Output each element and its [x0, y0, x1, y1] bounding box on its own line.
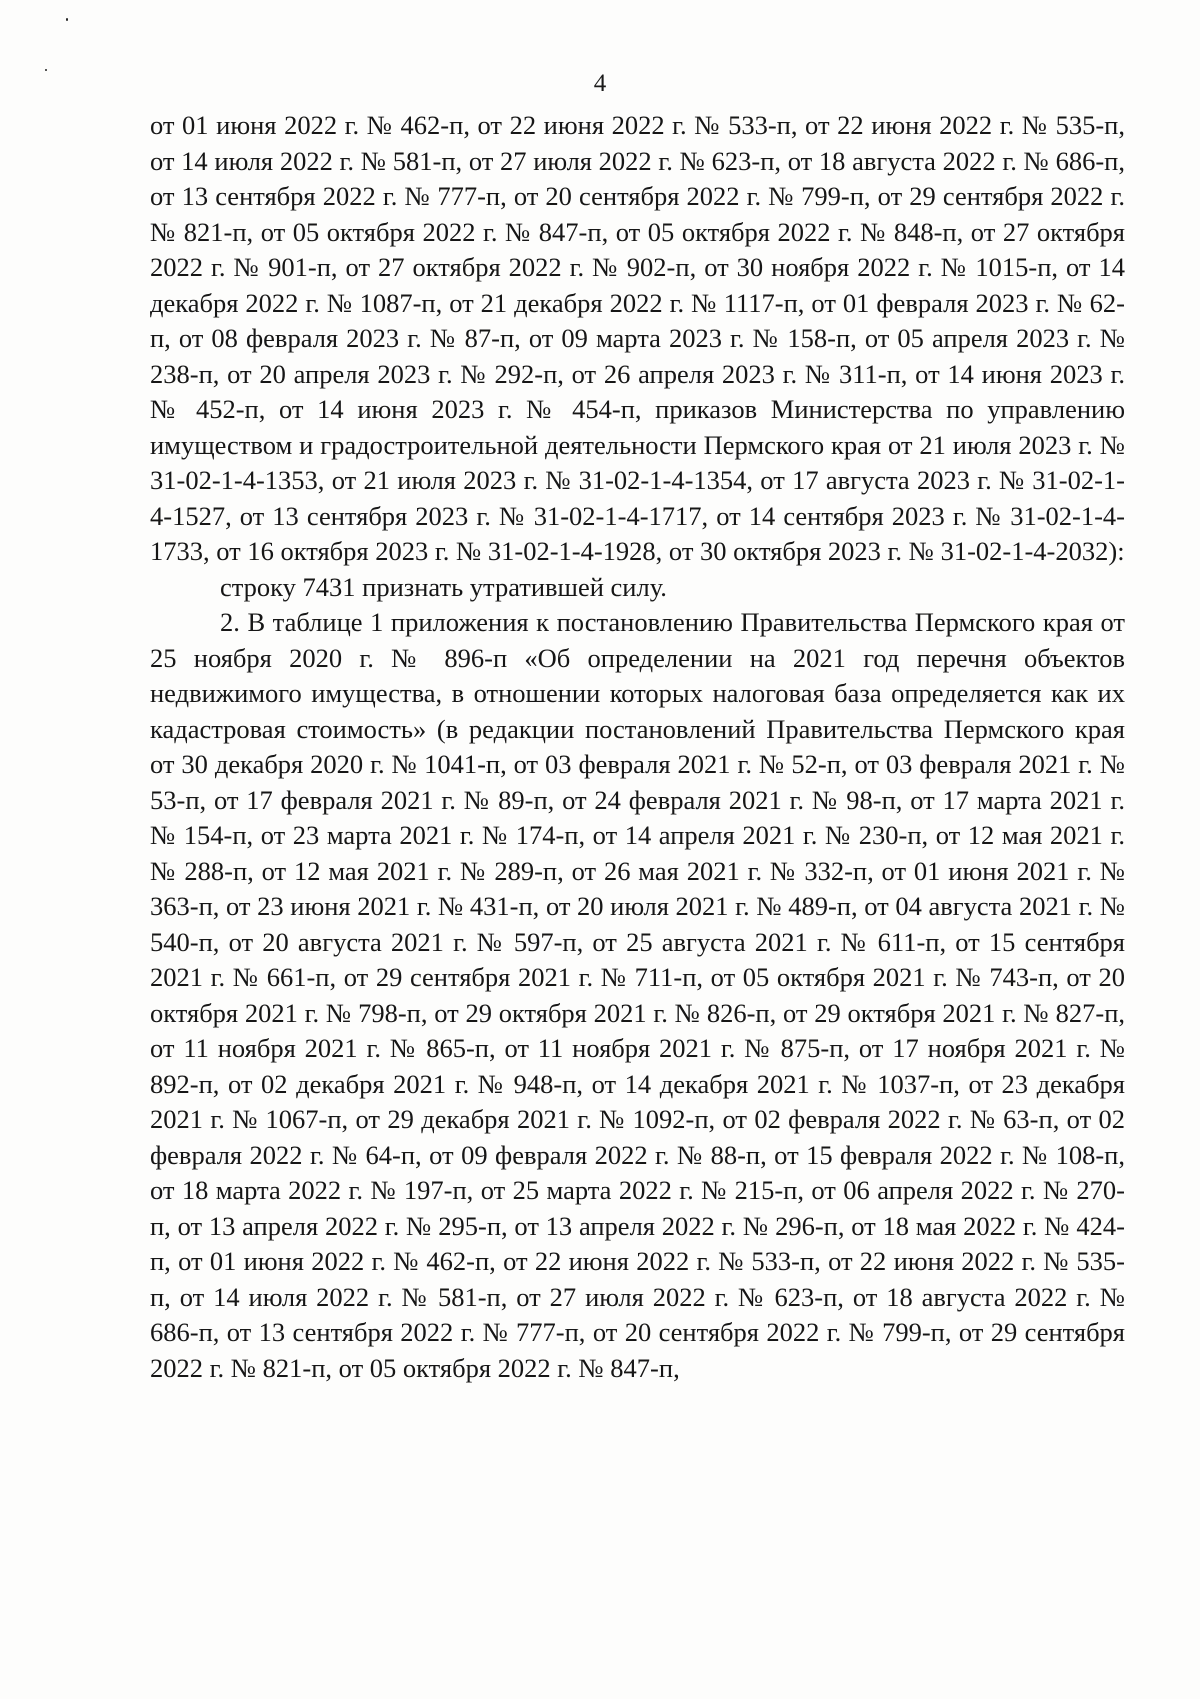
page-number: 4 — [593, 70, 607, 97]
document-body — [150, 108, 1125, 1386]
paragraph-item-2: 2. В таблице 1 приложения к постановлению Правительства Пермского края от 25 ноября 2020 г. № 896-п «Об определении на 2021 год перечня объектов недвижимого имущества, в отношении которых налоговая база определяется как их кадастровая стоимость» (в редакции постановлений Правительства Пермского края от 30 декабря 2020 г. № 1041-п, от 03 февраля 2021 г. № 52-п, от 03 февраля 2021 г. № 53-п, от 17 февраля 2021 г. № 89-п, от 24 февраля 2021 г. № 98-п, от 17 марта 2021 г. № 154-п, от 23 марта 2021 г. № 174-п, от 14 апреля 2021 г. № 230-п, от 12 мая 2021 г. № 288-п, от 12 мая 2021 г. № 289-п, от 26 мая 2021 г. № 332-п, от 01 июня 2021 г. № 363-п, от 23 июня 2021 г. № 431-п, от 20 июля 2021 г. № 489-п, от 04 августа 2021 г. № 540-п, от 20 августа 2021 г. № 597-п, от 25 августа 2021 г. № 611-п, от 15 сентября 2021 г. № 661-п, от 29 сентября 2021 г. № 711-п, от 05 октября 2021 г. № 743-п, от 20 октября 2021 г. № 798-п, от 29 октября 2021 г. № 826-п, от 29 октября 2021 г. № 827-п, от 11 ноября 2021 г. № 865-п, от 11 ноября 2021 г. № 875-п, от 17 ноября 2021 г. № 892-п, от 02 декабря 2021 г. № 948-п, от 14 декабря 2021 г. № 1037-п, от 23 декабря 2021 г. № 1067-п, от 29 декабря 2021 г. № 1092-п, от 02 февраля 2022 г. № 63-п, от 02 февраля 2022 г. № 64-п, от 09 февраля 2022 г. № 88-п, от 15 февраля 2022 г. № 108-п, от 18 марта 2022 г. № 197-п, от 25 марта 2022 г. № 215-п, от 06 апреля 2022 г. № 270-п, от 13 апреля 2022 г. № 295-п, от 13 апреля 2022 г. № 296-п, от 18 мая 2022 г. № 424-п, от 01 июня 2022 г. № 462-п, от 22 июня 2022 г. № 533-п, от 22 июня 2022 г. № 535-п, от 14 июля 2022 г. № 581-п, от 27 июля 2022 г. № 623-п, от 18 августа 2022 г. № 686-п, от 13 сентября 2022 г. № 777-п, от 20 сентября 2022 г. № 799-п, от 29 сентября 2022 г. № 821-п, от 05 октября 2022 г. № 847-п, — [150, 607, 1125, 1383]
paragraph-row-invalidation: строку 7431 признать утратившей силу. — [220, 571, 667, 602]
scan-speck — [66, 18, 68, 21]
paragraph-continuation: от 01 июня 2022 г. № 462-п, от 22 июня 2022 г. № 533-п, от 22 июня 2022 г. № 535-п, от 14 июля 2022 г. № 581-п, от 27 июля 2022 г. № 623-п, от 18 августа 2022 г. № 686-п, от 13 сентября 2022 г. № 777-п, от 20 сентября 2022 г. № 799-п, от 29 сентября 2022 г. № 821-п, от 05 октября 2022 г. № 847-п, от 05 октября 2022 г. № 848-п, от 27 октября 2022 г. № 901-п, от 27 октября 2022 г. № 902-п, от 30 ноября 2022 г. № 1015-п, от 14 декабря 2022 г. № 1087-п, от 21 декабря 2022 г. № 1117-п, от 01 февраля 2023 г. № 62-п, от 08 февраля 2023 г. № 87-п, от 09 марта 2023 г. № 158-п, от 05 апреля 2023 г. № 238-п, от 20 апреля 2023 г. № 292-п, от 26 апреля 2023 г. № 311-п, от 14 июня 2023 г. № 452-п, от 14 июня 2023 г. № 454-п, приказов Министерства по управлению имуществом и градостроительной деятельности Пермского края от 21 июля 2023 г. № 31-02-1-4-1353, от 21 июля 2023 г. № 31-02-1-4-1354, от 17 августа 2023 г. № 31-02-1-4-1527, от 13 сентября 2023 г. № 31-02-1-4-1717, от 14 сентября 2023 г. № 31-02-1-4-1733, от 16 октября 2023 г. № 31-02-1-4-1928, от 30 октября 2023 г. № 31-02-1-4-2032): — [150, 110, 1125, 566]
